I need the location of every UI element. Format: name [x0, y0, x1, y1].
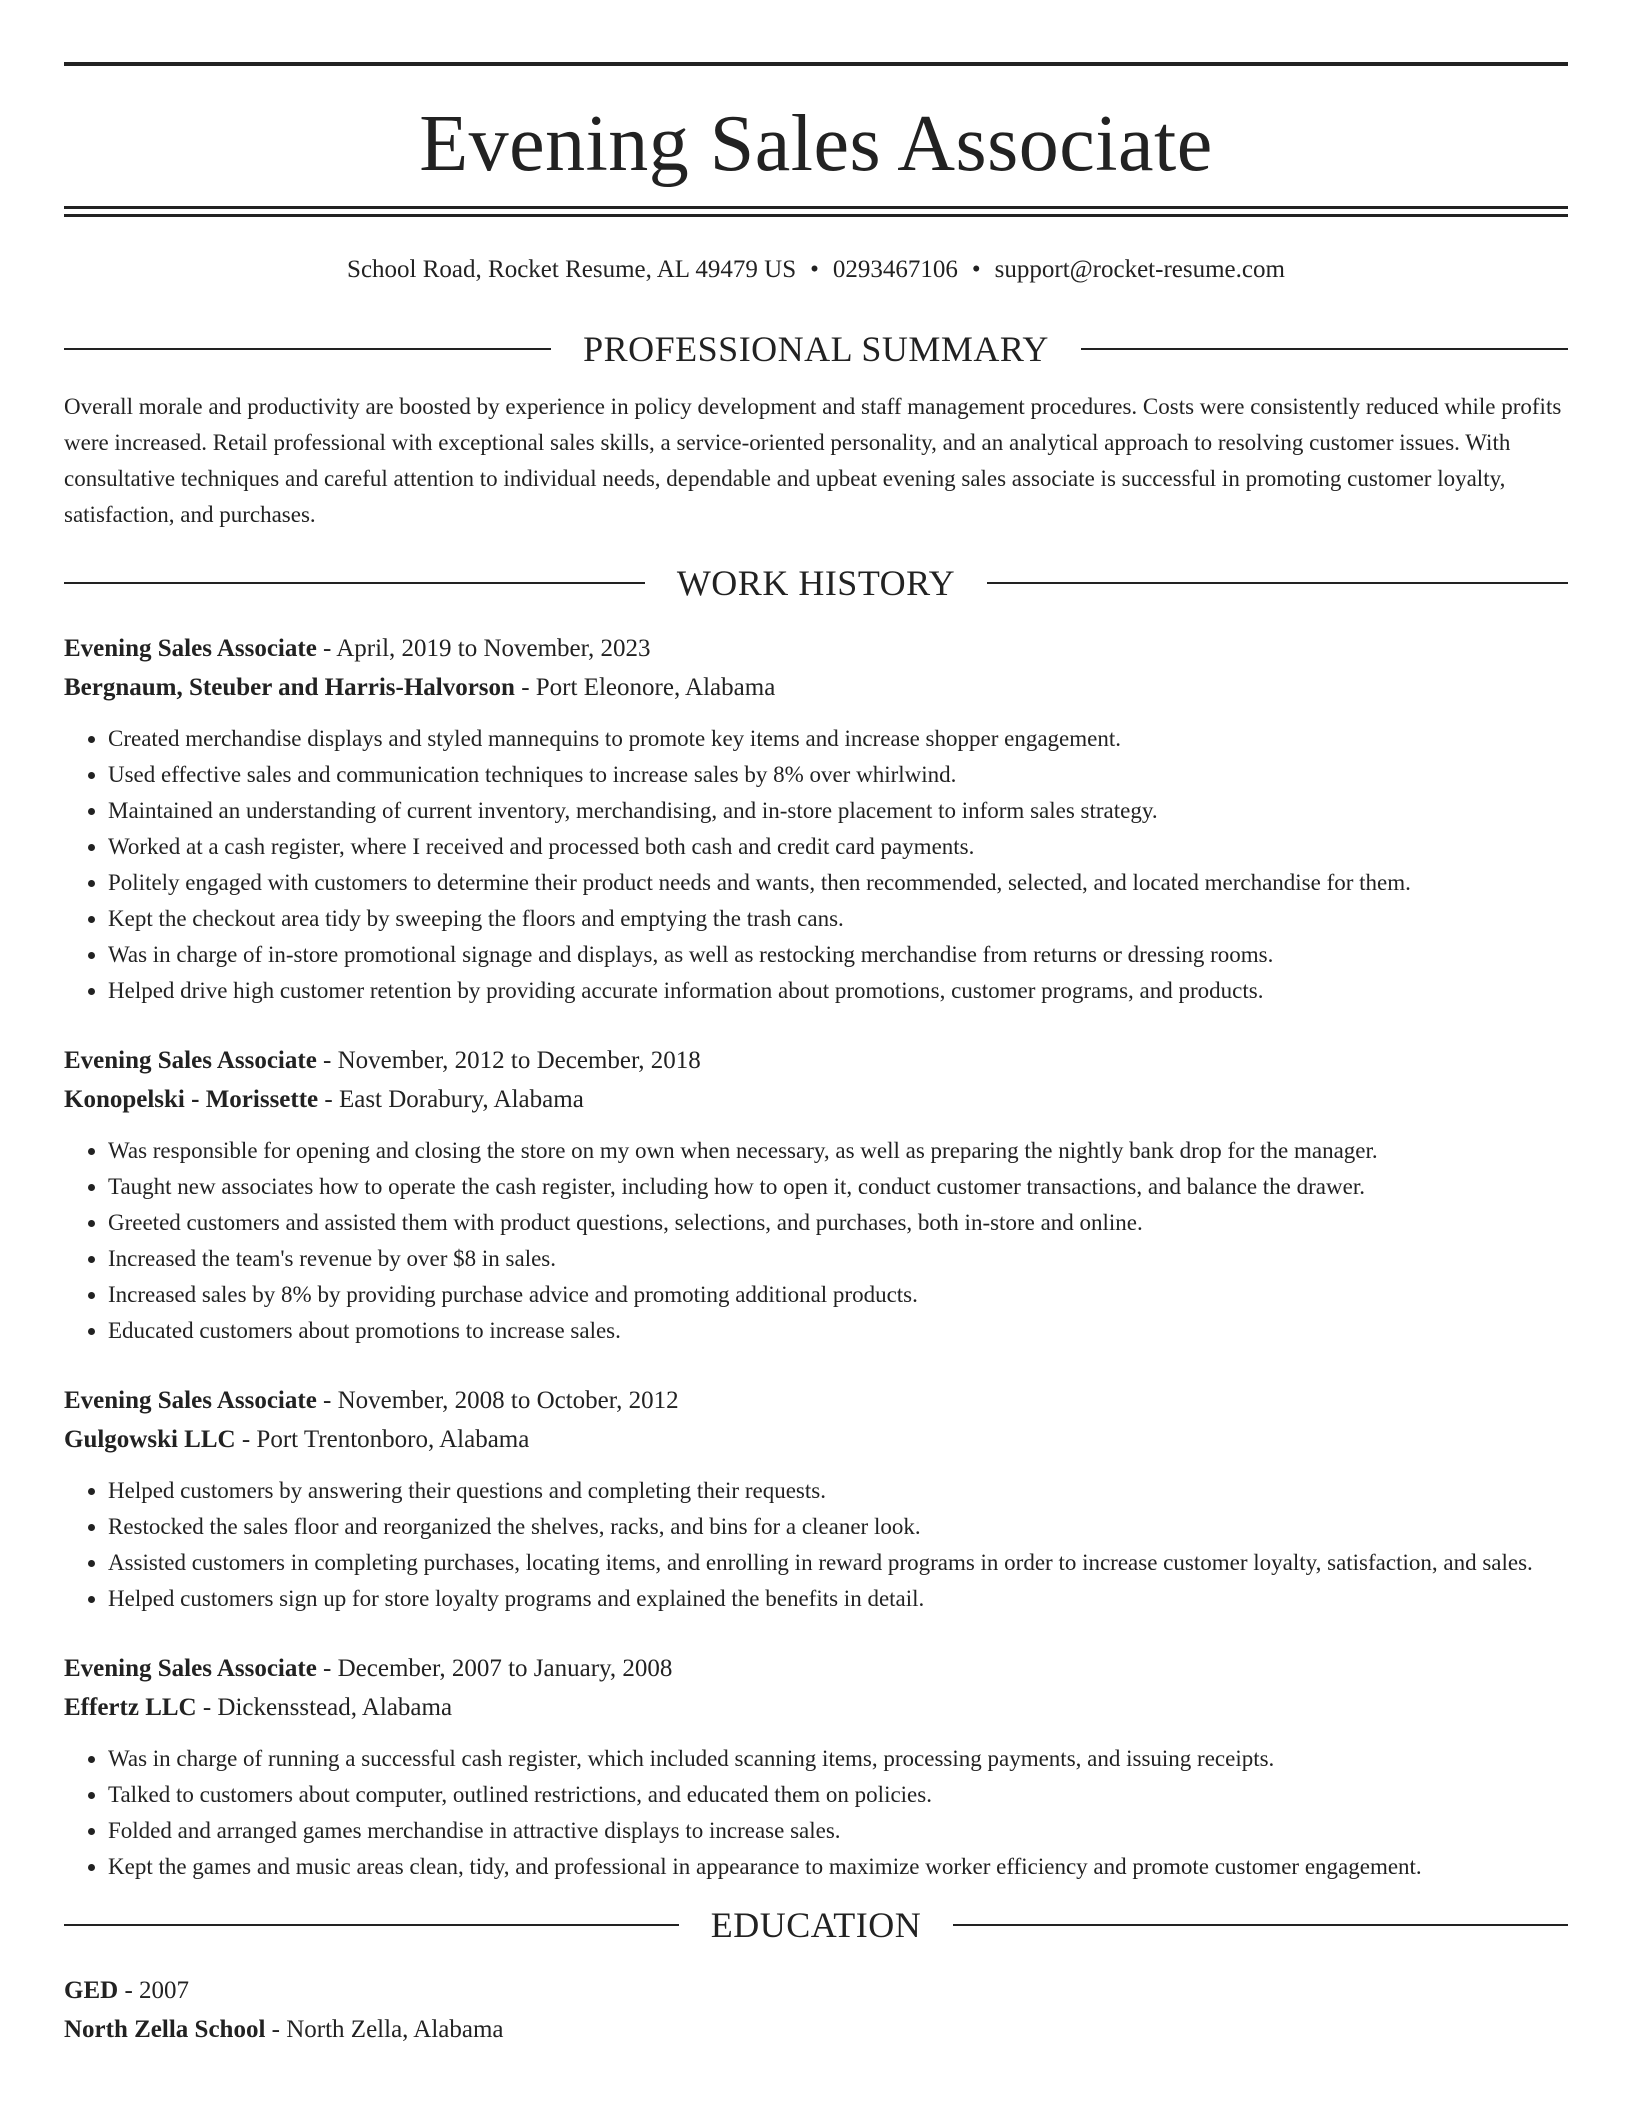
education-entry [64, 1971, 1568, 2049]
contact-line [64, 255, 1568, 285]
list-item: • Increased sales by 8% by providing purchase advice and promoting additional products. [108, 1277, 1568, 1313]
heading-rule-left [64, 1924, 679, 1926]
job-role: Evening Sales Associate [64, 635, 317, 662]
job-company-line [64, 668, 1568, 707]
section-heading-summary [64, 329, 1568, 369]
job-role: Evening Sales Associate [64, 1655, 317, 1682]
job-bullets [64, 1473, 1568, 1617]
job-dates: - November, 2012 to December, 2018 [316, 1047, 701, 1074]
list-item: • Used effective sales and communication techniques to increase sales by 8% over whirlwind. [108, 757, 1568, 793]
job-company-line [64, 1080, 1568, 1119]
section-title: PROFESSIONAL SUMMARY [583, 329, 1049, 369]
contact-address: School Road, Rocket Resume, AL 49479 US [347, 256, 797, 283]
job-entry [64, 1649, 1568, 1885]
section-title: EDUCATION [710, 1905, 922, 1945]
section-heading-education [64, 1905, 1568, 1945]
job-title-line [64, 1649, 1568, 1688]
list-item: • Helped drive high customer retention by providing accurate information about promotions, customer programs, and products. [108, 973, 1568, 1009]
heading-rule-right [987, 582, 1568, 584]
list-item: • Politely engaged with customers to determine their product needs and wants, then recommended, selected, and located merchandise for them. [108, 865, 1568, 901]
list-item: • Was in charge of running a successful cash register, which included scanning items, processing payments, and issuing receipts. [108, 1741, 1568, 1777]
list-item: • Kept the games and music areas clean, tidy, and professional in appearance to maximize worker efficiency and promote customer engagement. [108, 1849, 1568, 1885]
job-company-line [64, 1420, 1568, 1459]
job-role: Evening Sales Associate [64, 1047, 317, 1074]
job-role: Evening Sales Associate [64, 1387, 317, 1414]
job-location: - Port Eleonore, Alabama [514, 674, 776, 701]
contact-phone: 0293467106 [832, 256, 958, 283]
list-item: • Talked to customers about computer, outlined restrictions, and educated them on policies. [108, 1777, 1568, 1813]
heading-rule-left [64, 582, 645, 584]
list-item: • Kept the checkout area tidy by sweeping the floors and emptying the trash cans. [108, 901, 1568, 937]
job-title-line [64, 1041, 1568, 1080]
list-item: • Maintained an understanding of current inventory, merchandising, and in-store placement to inform sales strategy. [108, 793, 1568, 829]
section-title: WORK HISTORY [676, 563, 956, 603]
list-item: • Helped customers sign up for store loyalty programs and explained the benefits in detail. [108, 1581, 1568, 1617]
education-location: - North Zella, Alabama [265, 2016, 504, 2043]
list-item: • Folded and arranged games merchandise in attractive displays to increase sales. [108, 1813, 1568, 1849]
list-item: • Worked at a cash register, where I received and processed both cash and credit card payments. [108, 829, 1568, 865]
summary-text: Overall morale and productivity are boosted by experience in policy development and staff management procedures. Costs were consistently reduced while profits were increased. Retail professional with exceptional sales skills, a service-oriented personality, and an analytical approach to resolving customer issues. With consultative techniques and careful attention to individual needs, dependable and upbeat evening sales associate is successful in promoting customer loyalty, satisfaction, and purchases. [64, 394, 1562, 527]
job-title-line [64, 1381, 1568, 1420]
contact-email: support@rocket-resume.com [994, 256, 1285, 283]
list-item: • Helped customers by answering their questions and completing their requests. [108, 1473, 1568, 1509]
list-item: • Restocked the sales floor and reorganized the shelves, racks, and bins for a cleaner look. [108, 1509, 1568, 1545]
job-company: Bergnaum, Steuber and Harris-Halvorson [64, 674, 515, 701]
job-bullets [64, 721, 1568, 1009]
education-school-line [64, 2010, 1568, 2049]
education-school: North Zella School [64, 2016, 266, 2043]
list-item: • Created merchandise displays and styled mannequins to promote key items and increase shopper engagement. [108, 721, 1568, 757]
list-item: • Assisted customers in completing purchases, locating items, and enrolling in reward programs in order to increase customer loyalty, satisfaction, and sales. [108, 1545, 1568, 1581]
job-dates: - November, 2008 to October, 2012 [316, 1387, 679, 1414]
job-dates: - December, 2007 to January, 2008 [316, 1655, 673, 1682]
job-company: Konopelski - Morissette [64, 1086, 319, 1113]
list-item: • Greeted customers and assisted them with product questions, selections, and purchases, both in-store and online. [108, 1205, 1568, 1241]
list-item: • Was in charge of in-store promotional signage and displays, as well as restocking merchandise from returns or dressing rooms. [108, 937, 1568, 973]
job-title-line [64, 629, 1568, 668]
top-rule [64, 62, 1568, 66]
job-location: - Dickensstead, Alabama [196, 1694, 453, 1721]
contact-separator: • [971, 256, 981, 283]
job-company-line [64, 1688, 1568, 1727]
heading-rule-right [953, 1924, 1568, 1926]
title-double-rule [64, 206, 1568, 217]
contact-separator: • [810, 256, 819, 283]
job-entry [64, 1041, 1568, 1349]
page-title: Evening Sales Associate [419, 100, 1213, 188]
job-location: - Port Trentonboro, Alabama [235, 1426, 530, 1453]
job-location: - East Dorabury, Alabama [318, 1086, 584, 1113]
education-degree-line [64, 1971, 1568, 2010]
job-company: Effertz LLC [64, 1694, 197, 1721]
job-bullets [64, 1133, 1568, 1349]
list-item: • Increased the team's revenue by over $8 in sales. [108, 1241, 1568, 1277]
list-item: • Educated customers about promotions to increase sales. [108, 1313, 1568, 1349]
job-dates: - April, 2019 to November, 2023 [316, 635, 651, 662]
list-item: • Was responsible for opening and closing the store on my own when necessary, as well as preparing the nightly bank drop for the manager. [108, 1133, 1568, 1169]
resume-page [64, 62, 1568, 2049]
job-company: Gulgowski LLC [64, 1426, 236, 1453]
heading-rule-right [1081, 348, 1568, 350]
education-year: - 2007 [118, 1977, 190, 2004]
job-bullets [64, 1741, 1568, 1885]
job-entry [64, 629, 1568, 1009]
heading-rule-left [64, 348, 551, 350]
list-item: • Taught new associates how to operate the cash register, including how to open it, conduct customer transactions, and balance the drawer. [108, 1169, 1568, 1205]
education-degree: GED [64, 1977, 119, 2004]
job-entry [64, 1381, 1568, 1617]
section-heading-work [64, 563, 1568, 603]
